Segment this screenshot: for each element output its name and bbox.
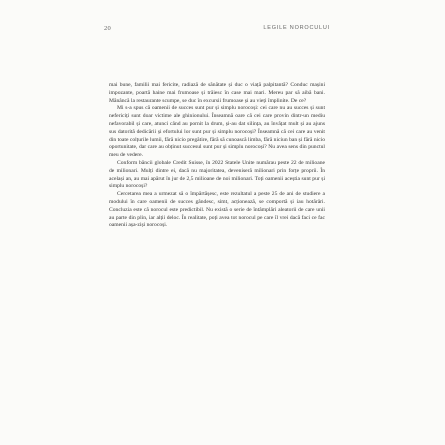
paragraph: mai bune, familii mai fericite, radiază de sănătate și duc o viață palpitantă? Conduc mașini impozante, poartă haine mai frumoase și trăiesc în case mai mari. Mereu par să aibă bani. Mănâncă la restaurante scumpe, se duc în excursii frumoase și au vieți împlinite. De ce? [109,82,325,104]
running-title: LEGILE NOROCULUI [263,25,330,31]
body-text [109,82,325,230]
page-number: 20 [104,25,112,32]
paragraph: Cercetarea mea a urmezat să o împărtășesc, este rezultatul a peste 25 de ani de studiere a modului în care oamenii de succes gândesc, simt, acționează, se comportă și iau hotărâri. Concluzia este că norocul este predictibil. Nu există o serie de întâmplări aleatorii de care unii au parte din plin, iar alții deloc. În realitate, poți avea tot norocul pe care îl vrei dacă faci ce fac oamenii așa-ziși norocoși. [109,191,325,229]
paragraph: Conform băncii globale Credit Suisse, în 2022 Statele Unite numărau peste 22 de milioane de milionari. Mulți dintre ei, dacă nu majoritatea, deveniseră milionari prin forțe proprii. În același an, au mai apărut în jur de 2,5 milioane de noi milionari. Toți oamenii aceștia sunt pur și simplu norocoși? [109,159,325,190]
paragraph: Mi s-a spus că oamenii de succes sunt pur și simplu norocoși: cei care nu au succes și sunt nefericiți sunt doar victime ale ghinionului. Înseamnă oare că cei care provin dintr-un mediu nefavorabil și care, atunci când au pornit la drum, și-au dat silința, au învățat mult și au ajuns sus datorită dedicării și efortului lor sunt pur și simplu norocoși? Înseamnă că cei care au venit din toate colțurile lumii, fără nicio pregătire, fără să cunoască limba, fără niciun ban și fără nicio oportunitate, dar care au obținut succesul sunt pur și simplu norocoși? Nu avea sens din punctul meu de vedere. [109,105,325,159]
page-header [104,25,330,35]
